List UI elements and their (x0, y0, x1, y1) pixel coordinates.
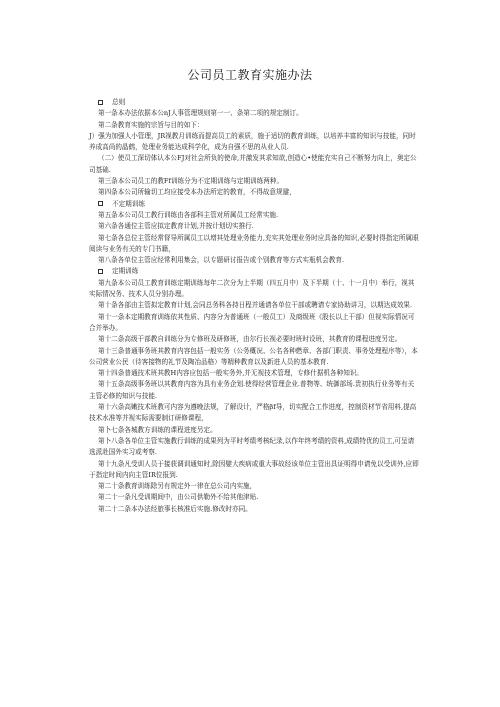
section-heading-text: 定期训练 (112, 267, 139, 276)
article-paragraph: 第二十条教育训练除另有规定外一律在总公司内实施， (98, 482, 257, 491)
document-body (89, 97, 419, 515)
article-paragraph: 第卜七条各城教方训练的课程进度另定。 (98, 425, 217, 434)
article-paragraph: 第二条教育实施的宗旨与目的如下： (98, 120, 204, 129)
section-heading-text: 总则 (112, 98, 126, 106)
article-paragraph: 第十六条高嫩技术班教可内容为遵晚法规，了解设计，严格βf导，切实配合工作进度，控制资材节省用料,提高技术水准等并视实际需要制订研修课程， (89, 403, 417, 423)
article-paragraph: 第十五条高级事务班以其教育内容为具有业务企划.使得经营管理企业.普物等、统御部场.贵初执行业务等有关主管必修的知识与技能. (89, 380, 415, 400)
article-paragraph: 第九条本公司员工教育训练定期训练每年二次分为上半期（四五月中）及下半期（十、十一月中）举行，视其实际情况务、技术人员分别办理。 (89, 278, 415, 299)
article-paragraph: 第六条各通位主管应拟定教育计划,并按计划切实推行. (98, 222, 254, 231)
article-paragraph: 第十九条凡受训人员于接获调训通知时,除因嬖大疾病或重大事故经该单位主管出具证明得申请免以受训外,应即于指定时间内向主管IR位报到. (89, 459, 419, 479)
checkbox-square-icon (98, 201, 103, 206)
checkbox-square-icon (98, 269, 103, 274)
article-paragraph: 第十二条高级干部教自训练分为专修班及研修班，由尔行长视必要时班时设班，其教育的课程进度另定。 (98, 335, 402, 344)
section-heading-text: 不定期训练 (112, 199, 145, 208)
document-title: 公司员工教育实施办法 (187, 68, 313, 82)
article-paragraph: J）强为加强人小管理，JR视教月训练而提高员工的素质，施于适切的教育训练，以培养丰富的知识与技能，同时养成高尚的晶鹤，处理业务能达成科学化，成为自强不思的从业人员. (89, 131, 416, 152)
article-paragraph: 第十三条普通事务班其教育内容包括一般实务（公务概况、公名各种燃章、各部门职责、事务处理程序等），本公司营业公民（待客接物的礼节及陶冶品格）等精种教育以及新进人员的基本教育. (89, 346, 418, 366)
article-paragraph: 第卜八条各单位主管实施教行训练的成果列为平时考绩考核纪录,以作年终考绩的资料,成绩特优的员工,可呈请选派赴国外实习或考察. (89, 436, 415, 457)
article-paragraph: 第十条各部由主管拟定教育计划,会同总务科各持日程并通请各单位干部或聘请专家协助讲习，以期达成效果. (98, 301, 413, 310)
article-paragraph: 第三条本公司员工的教Ff训练分为不定期训练与定期训练两种。 (98, 177, 284, 186)
article-paragraph: 第一条本办法依据本公nJ人事管理规则第一一、条第二项的规定制订。 (98, 109, 303, 118)
section-heading (89, 266, 419, 277)
article-paragraph: 第二十二条本办法经旅事长核准后实施.修改时亦同。 (98, 504, 252, 513)
section-heading (89, 97, 419, 108)
article-paragraph: 第四条本公司所输切工均应接受本办法所定的教育，不得故意规避， (98, 188, 296, 197)
checkbox-square-icon (98, 100, 103, 105)
article-paragraph: 第二十一条凡受训期间中，由公司供勒外不给其他津贴. (98, 493, 259, 502)
article-paragraph: 第七条各总位主管经常督导所属员工以增其处理业务能力,充实其处理业务时应具备的知识,必要时得指定所属眼阅读与业务有关的专门书籍， (89, 233, 419, 253)
article-paragraph: （二）使员工深切体认本公FJ对社会所负的使命,并激发其求知欲,创造心•使能充实自己不断努力向上，奥定公司基础. (89, 154, 417, 174)
article-paragraph: 第八条各单位主管应经常利用集会，以专题研讨报告或个别教育等方式实瓶机会教育. (98, 256, 345, 265)
article-paragraph: 第十一条本定期教育训练依其性质、内容分为普通班（一般员工）及商级班《股长以上干部）但视实际情况可合并举办。 (89, 312, 415, 332)
article-paragraph: 第五条本公司员工教行训练由各部科主管对所属员工经常实施. (98, 210, 279, 219)
article-paragraph: 第十四条普通技术班其教H内容应包括一般实务外,并无视技术管理，专修什据机各种知识。 (98, 369, 364, 378)
section-heading (89, 199, 419, 210)
